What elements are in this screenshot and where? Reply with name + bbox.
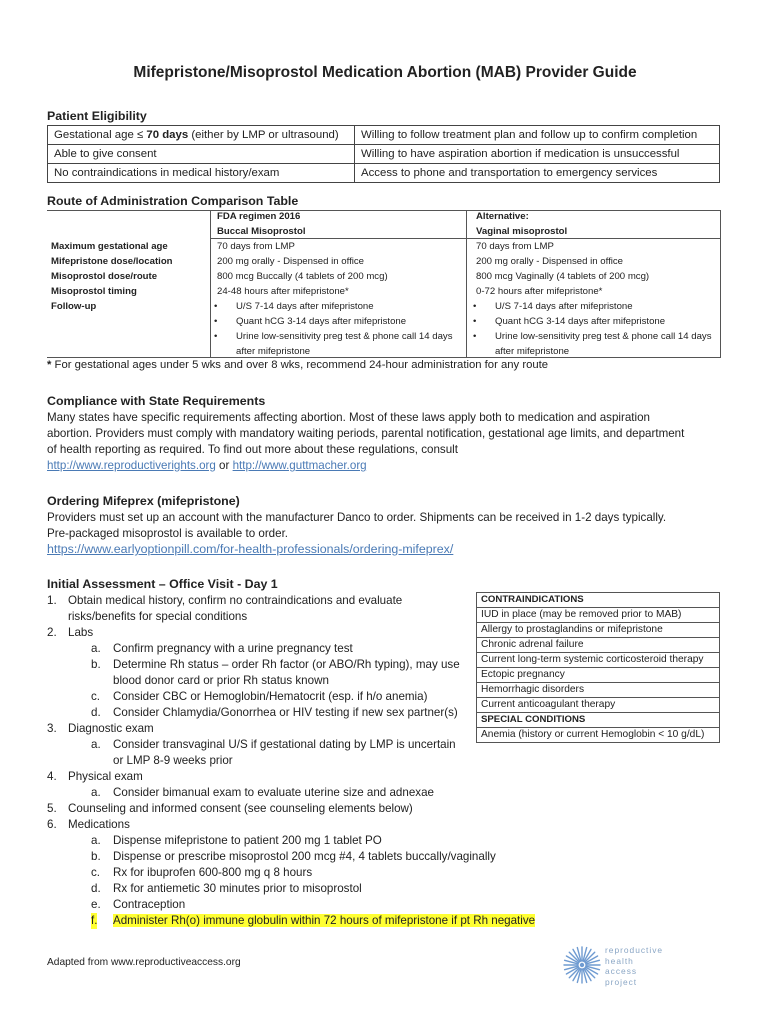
list-item: d. Rx for antiemetic 30 minutes prior to misoprostol <box>91 882 362 895</box>
contraindications-table <box>476 592 720 743</box>
table-row <box>47 209 720 239</box>
assessment-list <box>47 593 547 929</box>
fda-followup-list <box>210 299 465 359</box>
reproductiverights-link[interactable]: http://www.reproductiverights.org <box>47 459 216 472</box>
list-item: a. Confirm pregnancy with a urine pregnancy test <box>91 642 353 655</box>
assessment-heading: Initial Assessment – Office Visit - Day 1 <box>47 577 278 591</box>
guttmacher-link[interactable]: http://www.guttmacher.org <box>232 459 367 472</box>
fda-header: FDA regimen 2016 Buccal Misoprostol <box>217 211 306 237</box>
table-row: Maximum gestational age 70 days from LMP 70 days from LMP <box>51 241 554 252</box>
list-item: • Quant hCG 3-14 days after mifepristone <box>210 314 465 329</box>
list-item: a. Consider transvaginal U/S if gestational dating by LMP is uncertain or LMP 8-9 weeks prior <box>91 738 456 767</box>
list-item: 4. Physical exam <box>47 770 143 783</box>
table-row: Follow-up • U/S 7-14 days after mifepristone • Quant hCG 3-14 days after mifepristone • Urine low-sensitivity preg test & phone call 14 days after mifepristone • U/S 7-14 days after mifepristone • Quant hCG 3-14 days after mifepristone • Urine low-sensitivity preg test & phone call 14 days after mifepristone <box>47 299 720 359</box>
ordering-line2: Pre-packaged misoprostol is available to order. <box>47 527 289 540</box>
list-item: • Urine low-sensitivity preg test & phone call 14 days after mifepristone <box>469 329 716 359</box>
list-item: a. Consider bimanual exam to evaluate uterine size and adnexae <box>91 786 434 799</box>
contraindication-item: IUD in place (may be removed prior to MAB) <box>477 608 720 623</box>
eligibility-cell: Willing to follow treatment plan and follow up to confirm completion <box>355 126 720 145</box>
route-divider <box>720 210 721 358</box>
eligibility-heading: Patient Eligibility <box>47 109 147 123</box>
list-item: e. Contraception <box>91 898 186 911</box>
contraindication-item: Chronic adrenal failure <box>477 638 720 653</box>
route-heading: Route of Administration Comparison Table <box>47 194 299 208</box>
alt-followup-list <box>469 299 716 359</box>
eligibility-cell: Willing to have aspiration abortion if medication is unsuccessful <box>355 145 720 164</box>
list-item: c. Consider CBC or Hemoglobin/Hematocrit (esp. if h/o anemia) <box>91 690 428 703</box>
table-row <box>48 164 720 183</box>
ordering-heading: Ordering Mifeprex (mifepristone) <box>47 494 240 508</box>
contraindication-item: Hemorrhagic disorders <box>477 683 720 698</box>
eligibility-cell: Access to phone and transportation to emergency services <box>355 164 720 183</box>
list-item: b. Determine Rh status – order Rh factor (or ABO/Rh typing), may use blood donor card or prior Rh status known <box>91 658 460 687</box>
list-item: • U/S 7-14 days after mifepristone <box>210 299 465 314</box>
route-table <box>47 209 720 359</box>
table-row <box>48 126 720 145</box>
list-item: c. Rx for ibuprofen 600-800 mg q 8 hours <box>91 866 313 879</box>
list-item: 3. Diagnostic exam <box>47 722 154 735</box>
route-footnote: * For gestational ages under 5 wks and over 8 wks, recommend 24-hour administration for any route <box>47 359 549 371</box>
compliance-text: Many states have specific requirements affecting abortion. Most of these laws apply both to medication and aspiration abortion. Providers must comply with mandatory waiting periods, parental notification, gestational age limits, and department of health reporting as required. To find out more about these regulations, consult http://www.reproductiverights.org or http://www.guttmacher.org <box>47 411 685 472</box>
alt-header: Alternative: Vaginal misoprostol <box>476 211 568 237</box>
list-item: 2. Labs <box>47 626 94 639</box>
ordering-line1: Providers must set up an account with the manufacturer Danco to order. Shipments can be received in 1-2 days typically. <box>47 511 667 524</box>
page-title: Mifepristone/Misoprostol Medication Abortion (MAB) Provider Guide <box>133 64 637 81</box>
list-item: • Quant hCG 3-14 days after mifepristone <box>469 314 716 329</box>
table-row: Mifepristone dose/location 200 mg orally - Dispensed in office 200 mg orally - Dispensed in office <box>51 256 624 267</box>
list-item: 6. Medications <box>47 818 130 831</box>
compliance-heading: Compliance with State Requirements <box>47 394 266 408</box>
eligibility-cell: No contraindications in medical history/exam <box>48 164 355 183</box>
list-item: 5. Counseling and informed consent (see counseling elements below) <box>47 802 413 815</box>
logo-text: reproductive health access project <box>605 945 664 987</box>
eligibility-cell: Able to give consent <box>48 145 355 164</box>
contraindication-item: Current anticoagulant therapy <box>477 698 720 713</box>
list-item: 1. Obtain medical history, confirm no contraindications and evaluate risks/benefits for special conditions <box>47 594 403 623</box>
list-item: • Urine low-sensitivity preg test & phone call 14 days after mifepristone <box>210 329 465 359</box>
contraindication-item: Ectopic pregnancy <box>477 668 720 683</box>
contraindication-item: Allergy to prostaglandins or mifepristone <box>477 623 720 638</box>
table-row <box>48 145 720 164</box>
highlighted-list-item: f. Administer Rh(o) immune globulin within 72 hours of mifepristone if pt Rh negative <box>91 914 536 927</box>
contraindications-heading: CONTRAINDICATIONS <box>477 593 720 608</box>
rhap-logo-icon <box>562 945 602 985</box>
eligibility-table <box>47 125 720 183</box>
list-item: • U/S 7-14 days after mifepristone <box>469 299 716 314</box>
list-item: a. Dispense mifepristone to patient 200 mg 1 tablet PO <box>91 834 382 847</box>
table-row: Misoprostol dose/route 800 mcg Buccally (4 tablets of 200 mcg) 800 mcg Vaginally (4 tablets of 200 mcg) <box>51 271 650 282</box>
special-conditions-heading: SPECIAL CONDITIONS <box>477 713 720 728</box>
special-condition-item: Anemia (history or current Hemoglobin < 10 g/dL) <box>477 728 720 743</box>
earlyoptionpill-link[interactable]: https://www.earlyoptionpill.com/for-health-professionals/ordering-mifeprex/ <box>47 542 454 556</box>
adapted-from: Adapted from www.reproductiveaccess.org <box>47 957 241 968</box>
list-item: b. Dispense or prescribe misoprostol 200 mcg #4, 4 tablets buccally/vaginally <box>91 850 496 863</box>
eligibility-cell: Gestational age ≤ 70 days (either by LMP or ultrasound) <box>48 126 355 145</box>
contraindication-item: Current long-term systemic corticosteroid therapy <box>477 653 720 668</box>
list-item: d. Consider Chlamydia/Gonorrhea or HIV testing if new sex partner(s) <box>91 706 458 719</box>
table-row: Misoprostol timing 24-48 hours after mifepristone* 0-72 hours after mifepristone* <box>51 286 603 297</box>
